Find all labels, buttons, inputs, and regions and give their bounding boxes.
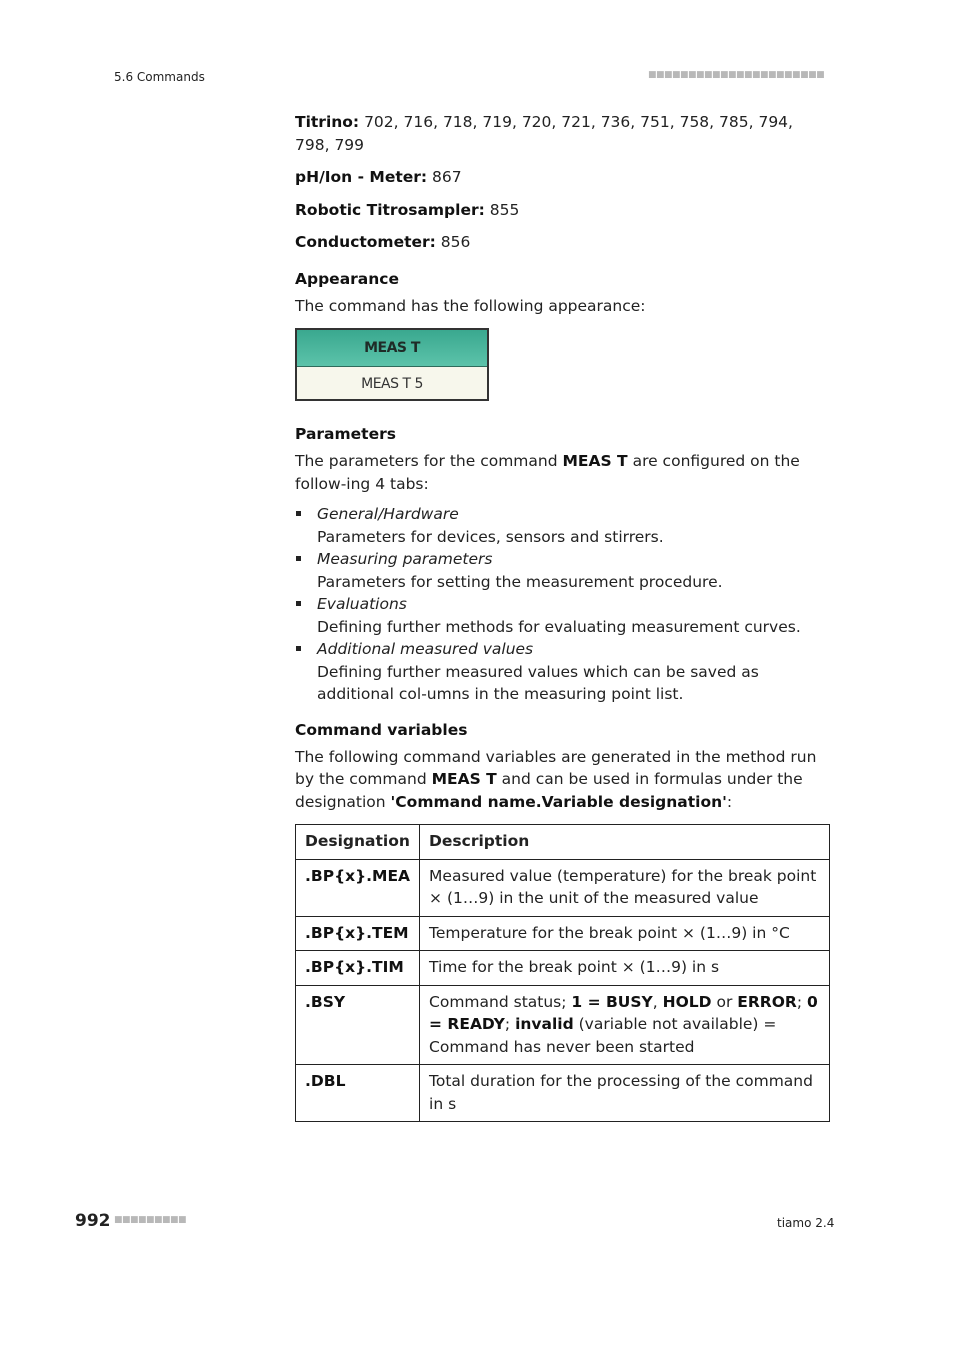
spec-conductometer: Conductometer: 856: [295, 233, 471, 251]
spec-ph-ion-meter: pH/Ion - Meter: 867: [295, 168, 462, 186]
bullet-icon: [296, 556, 301, 561]
description-cell: Temperature for the break point × (1…9) in °C: [420, 916, 830, 951]
header-decoration: ■■■■■■■■■■■■■■■■■■■■■■: [648, 70, 825, 80]
bullet-icon: [296, 646, 301, 651]
parameter-tabs-list: [295, 503, 831, 706]
command-variables-table: [295, 824, 830, 1122]
command-box-title: MEAS T: [297, 330, 487, 367]
bullet-icon: [296, 601, 301, 606]
list-item: General/Hardware Parameters for devices, sensors and stirrers.: [295, 503, 831, 548]
page-number: 992: [75, 1211, 111, 1231]
parameters-heading: Parameters: [295, 425, 396, 443]
command-variables-intro: The following command variables are generated in the method run by the command MEAS T and can be used in formulas under the designation 'Command name.Variable designation':: [295, 747, 817, 811]
table-header-row: [296, 825, 830, 860]
table-row: [296, 916, 830, 951]
column-header-designation: Designation: [296, 825, 420, 860]
command-variables-heading: Command variables: [295, 720, 468, 739]
table-row: [296, 859, 830, 916]
appearance-intro: The command has the following appearance:: [295, 296, 646, 315]
appearance-heading: Appearance: [295, 269, 399, 288]
designation-cell: .BP{x}.MEA: [296, 859, 420, 916]
list-item: Additional measured values Defining further measured values which can be saved as additional col-umns in the measuring point list.: [295, 638, 831, 706]
list-item: Measuring parameters Parameters for setting the measurement procedure.: [295, 548, 831, 593]
description-cell: Measured value (temperature) for the break point × (1…9) in the unit of the measured value: [420, 859, 830, 916]
table-row: [296, 1065, 830, 1122]
description-cell: Total duration for the processing of the command in s: [420, 1065, 830, 1122]
description-cell: Command status; 1 = BUSY, HOLD or ERROR; 0 = READY; invalid (variable not available) = Command has never been started: [420, 985, 830, 1065]
header-section-title: 5.6 Commands: [114, 70, 205, 84]
spec-titrino: Titrino: 702, 716, 718, 719, 720, 721, 736, 751, 758, 785, 794, 798, 799: [295, 113, 793, 154]
command-appearance-box: [295, 328, 489, 401]
main-content: [295, 111, 831, 1122]
parameters-intro: The parameters for the command MEAS T are configured on the follow-ing 4 tabs:: [295, 452, 800, 493]
table-row: [296, 951, 830, 986]
column-header-description: Description: [420, 825, 830, 860]
footer-decoration: ■■■■■■■■■: [114, 1215, 187, 1225]
bullet-icon: [296, 511, 301, 516]
designation-cell: .BSY: [296, 985, 420, 1065]
designation-cell: .BP{x}.TIM: [296, 951, 420, 986]
designation-cell: .DBL: [296, 1065, 420, 1122]
footer-product-name: tiamo 2.4: [777, 1216, 835, 1230]
command-box-subtitle: MEAS T 5: [297, 367, 487, 399]
list-item: Evaluations Defining further methods for evaluating measurement curves.: [295, 593, 831, 638]
spec-robotic-titrosampler: Robotic Titrosampler: 855: [295, 200, 520, 219]
table-row: [296, 985, 830, 1065]
designation-cell: .BP{x}.TEM: [296, 916, 420, 951]
description-cell: Time for the break point × (1…9) in s: [420, 951, 830, 986]
